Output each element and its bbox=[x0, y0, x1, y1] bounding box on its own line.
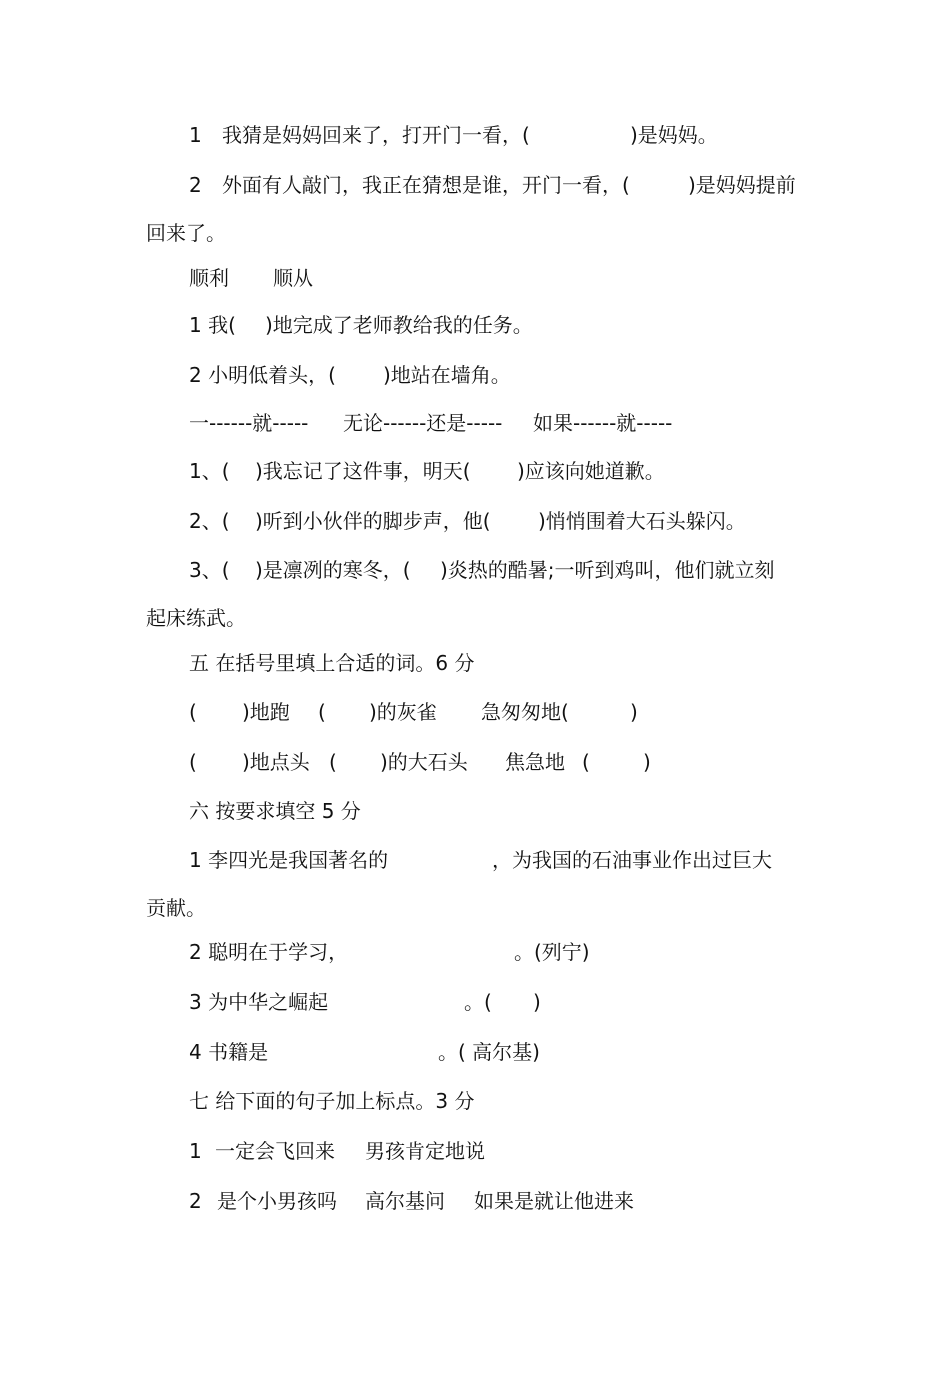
text-segment: )是凛冽的寒冬，( bbox=[255, 558, 411, 582]
word-pair-line bbox=[0, 261, 950, 295]
text-segment: ) bbox=[533, 990, 541, 1014]
text-segment: 外面有人敲门，我正在猜想是谁，开门一看，( bbox=[222, 173, 630, 197]
text-segment: ( bbox=[329, 750, 337, 774]
text-line bbox=[0, 216, 950, 250]
word-option: 一------就----- bbox=[189, 411, 309, 435]
text-line bbox=[0, 935, 950, 969]
text-segment: 一定会飞回来 bbox=[215, 1139, 335, 1163]
text-line bbox=[0, 118, 950, 152]
text-segment: 高尔基问 bbox=[365, 1189, 445, 1213]
text-segment: 。( bbox=[464, 990, 492, 1014]
text-line bbox=[0, 1184, 950, 1218]
text-segment: ( bbox=[189, 700, 197, 724]
text-segment: ，为我国的石油事业作出过巨大 bbox=[492, 848, 772, 872]
text-segment: 男孩肯定地说 bbox=[365, 1139, 485, 1163]
text-segment: 是个小男孩吗 bbox=[217, 1189, 337, 1213]
text-segment: 。(列宁) bbox=[514, 940, 590, 964]
text-segment: ( bbox=[582, 750, 590, 774]
text-segment: ) bbox=[630, 700, 638, 724]
section-heading bbox=[0, 646, 950, 680]
text-segment: )地点头 bbox=[242, 750, 310, 774]
text-segment: 回来了。 bbox=[146, 221, 226, 245]
text-line bbox=[0, 843, 950, 877]
text-line bbox=[0, 168, 950, 202]
item-number: 2 bbox=[189, 173, 202, 197]
text-line bbox=[0, 695, 950, 729]
text-line bbox=[0, 358, 950, 392]
text-segment: )悄悄围着大石头躲闪。 bbox=[538, 509, 746, 533]
text-segment: )是妈妈提前 bbox=[688, 173, 796, 197]
text-segment: 2 小明低着头，( bbox=[189, 363, 336, 387]
text-segment: )地完成了老师教给我的任务。 bbox=[265, 313, 533, 337]
text-line bbox=[0, 745, 950, 779]
text-segment: 2 聪明在于学习， bbox=[189, 940, 349, 964]
text-segment: )听到小伙伴的脚步声，他( bbox=[255, 509, 491, 533]
section-title: 六 按要求填空 5 分 bbox=[189, 799, 361, 823]
word-option: 顺利 bbox=[189, 266, 229, 290]
word-option: 顺从 bbox=[273, 266, 313, 290]
text-segment: 4 书籍是 bbox=[189, 1040, 269, 1064]
item-number: 1 bbox=[189, 123, 202, 147]
text-segment: 3、( bbox=[189, 558, 230, 582]
text-segment: )我忘记了这件事，明天( bbox=[255, 459, 471, 483]
text-segment: ( bbox=[318, 700, 326, 724]
text-segment: )地跑 bbox=[242, 700, 290, 724]
section-title: 五 在括号里填上合适的词。6 分 bbox=[189, 651, 475, 675]
text-segment: ) bbox=[643, 750, 651, 774]
text-segment: 我猜是妈妈回来了，打开门一看，( bbox=[222, 123, 530, 147]
word-option: 如果------就----- bbox=[533, 411, 673, 435]
text-line bbox=[0, 553, 950, 587]
text-line bbox=[0, 308, 950, 342]
text-line bbox=[0, 454, 950, 488]
text-segment: 1 我( bbox=[189, 313, 236, 337]
text-segment: )是妈妈。 bbox=[630, 123, 718, 147]
text-line bbox=[0, 1035, 950, 1069]
section-heading bbox=[0, 1084, 950, 1118]
word-option: 无论------还是----- bbox=[343, 411, 503, 435]
section-heading bbox=[0, 794, 950, 828]
item-number: 1 bbox=[189, 1139, 202, 1163]
text-line bbox=[0, 1134, 950, 1168]
text-segment: )应该向她道歉。 bbox=[517, 459, 665, 483]
text-segment: ( bbox=[189, 750, 197, 774]
text-segment: 。( 高尔基) bbox=[438, 1040, 540, 1064]
text-segment: )的大石头 bbox=[380, 750, 468, 774]
item-number: 2 bbox=[189, 1189, 202, 1213]
text-segment: 起床练武。 bbox=[146, 606, 246, 630]
text-segment: )地站在墙角。 bbox=[383, 363, 511, 387]
text-line bbox=[0, 601, 950, 635]
text-segment: )炎热的酷暑;一听到鸡叫，他们就立刻 bbox=[440, 558, 775, 582]
text-segment: 1 李四光是我国著名的 bbox=[189, 848, 389, 872]
section-title: 七 给下面的句子加上标点。3 分 bbox=[189, 1089, 475, 1113]
text-segment: 2、( bbox=[189, 509, 230, 533]
text-segment: 1、( bbox=[189, 459, 230, 483]
conjunction-pairs-line bbox=[0, 406, 950, 440]
text-line bbox=[0, 504, 950, 538]
text-segment: 焦急地 bbox=[505, 750, 565, 774]
text-segment: 贡献。 bbox=[146, 896, 206, 920]
text-line bbox=[0, 985, 950, 1019]
text-segment: 3 为中华之崛起 bbox=[189, 990, 329, 1014]
text-segment: )的灰雀 bbox=[369, 700, 437, 724]
text-segment: 急匆匆地( bbox=[481, 700, 569, 724]
text-segment: 如果是就让他进来 bbox=[474, 1189, 634, 1213]
text-line bbox=[0, 891, 950, 925]
